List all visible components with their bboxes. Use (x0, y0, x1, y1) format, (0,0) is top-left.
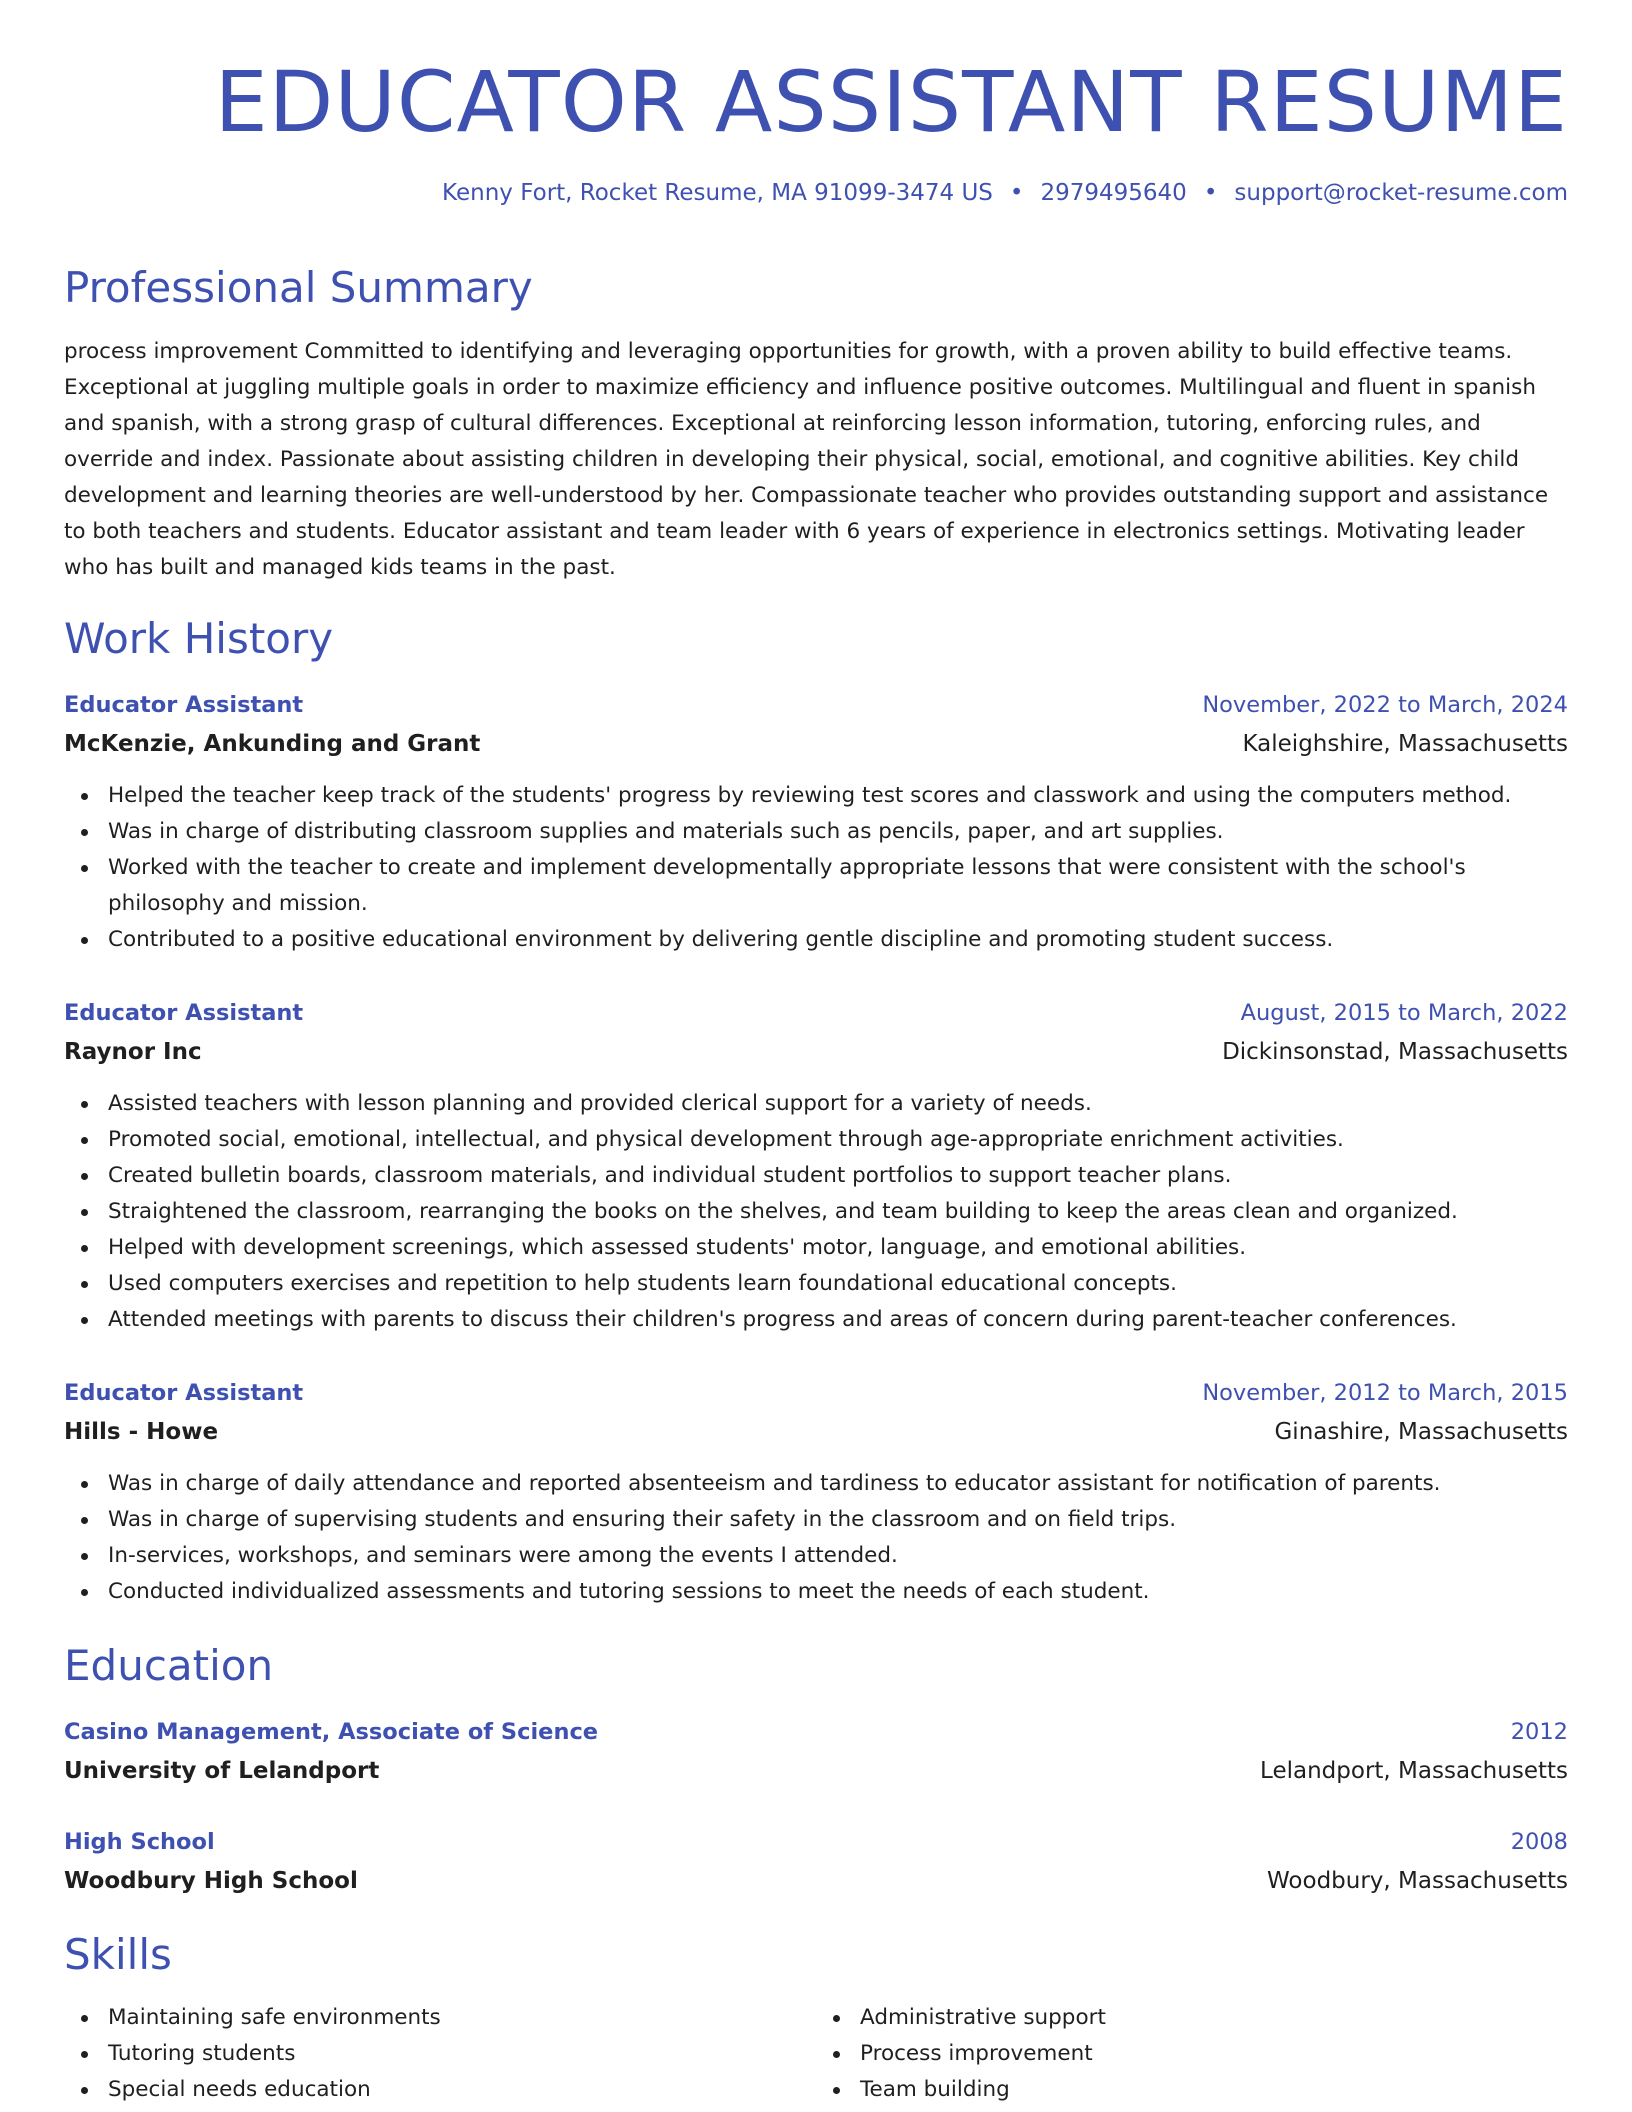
resume-title: EDUCATOR ASSISTANT RESUME (214, 53, 1568, 151)
work-history-heading: Work History (64, 614, 334, 663)
job-bullet: Used computers exercises and repetition to help students learn foundational educational concepts. (108, 1266, 1568, 1302)
education-school: Woodbury High School (64, 1868, 358, 1894)
summary-heading: Professional Summary (64, 263, 533, 312)
job-bullet: Was in charge of supervising students and ensuring their safety in the classroom and on field trips. (108, 1502, 1568, 1538)
job-bullet: Conducted individualized assessments and tutoring sessions to meet the needs of each student. (108, 1574, 1568, 1610)
skills-heading: Skills (64, 1930, 172, 1979)
education-location: Woodbury, Massachusetts (1267, 1868, 1568, 1894)
job-bullet: Was in charge of daily attendance and reported absenteeism and tardiness to educator assistant for notification of parents. (108, 1466, 1568, 1502)
job-company: Raynor Inc (64, 1039, 202, 1065)
skill-item: Special needs education (108, 2072, 816, 2108)
contact-phone[interactable]: 2979495640 (1040, 180, 1187, 206)
skill-item: Team building (860, 2072, 1568, 2108)
education-school: University of Lelandport (64, 1758, 380, 1784)
job-dates: November, 2022 to March, 2024 (1202, 692, 1568, 718)
skill-item: Tutoring students (108, 2036, 816, 2072)
education-degree: High School (64, 1829, 215, 1855)
contact-separator: • (1203, 180, 1218, 206)
job-bullets (64, 1086, 1568, 1338)
skills-column-right (816, 2000, 1568, 2108)
resume-page (64, 0, 1568, 2102)
job-bullet: Promoted social, emotional, intellectual, and physical development through age-appropriate enrichment activities. (108, 1122, 1568, 1158)
job-location: Dickinsonstad, Massachusetts (1222, 1039, 1568, 1065)
skill-item: Process improvement (860, 2036, 1568, 2072)
contact-separator: • (1009, 180, 1024, 206)
job-bullet: Helped with development screenings, which assessed students' motor, language, and emotional abilities. (108, 1230, 1568, 1266)
education-year: 2012 (1510, 1719, 1568, 1745)
job-bullet: Helped the teacher keep track of the students' progress by reviewing test scores and classwork and using the computers method. (108, 778, 1568, 814)
skills-column-left (64, 2000, 816, 2108)
work-entry (64, 686, 1568, 958)
education-entry (64, 1823, 1568, 1901)
job-bullet: Created bulletin boards, classroom materials, and individual student portfolios to support teacher plans. (108, 1158, 1568, 1194)
job-title: Educator Assistant (64, 1000, 304, 1026)
contact-address: Kenny Fort, Rocket Resume, MA 91099-3474 US (442, 180, 993, 206)
job-bullet: Attended meetings with parents to discuss their children's progress and areas of concern during parent-teacher conferences. (108, 1302, 1568, 1338)
work-entry (64, 994, 1568, 1338)
education-location: Lelandport, Massachusetts (1260, 1758, 1568, 1784)
job-title: Educator Assistant (64, 692, 304, 718)
job-dates: November, 2012 to March, 2015 (1202, 1380, 1568, 1406)
job-bullet: Worked with the teacher to create and implement developmentally appropriate lessons that were consistent with the school's philosophy and mission. (108, 850, 1568, 922)
job-bullet: Contributed to a positive educational environment by delivering gentle discipline and promoting student success. (108, 922, 1568, 958)
skills-list (64, 2000, 1568, 2108)
education-heading: Education (64, 1641, 274, 1690)
job-company: Hills - Howe (64, 1419, 219, 1445)
summary-text: process improvement Committed to identifying and leveraging opportunities for growth, with a proven ability to build effective teams. Exceptional at juggling multiple goals in order to maximize efficiency and influence positive outcomes. Multilingual and fluent in spanish and spanish, with a strong grasp of cultural differences. Exceptional at reinforcing lesson information, tutoring, enforcing rules, and override and index. Passionate about assisting children in developing their physical, social, emotional, and cognitive abilities. Key child development and learning theories are well-understood by her. Compassionate teacher who provides outstanding support and assistance to both teachers and students. Educator assistant and team leader with 6 years of experience in electronics settings. Motivating leader who has built and managed kids teams in the past. (64, 339, 1549, 580)
job-title: Educator Assistant (64, 1380, 304, 1406)
education-degree: Casino Management, Associate of Science (64, 1719, 599, 1745)
job-bullet: In-services, workshops, and seminars were among the events I attended. (108, 1538, 1568, 1574)
education-entry (64, 1713, 1568, 1791)
skill-item: Administrative support (860, 2000, 1568, 2036)
job-bullets (64, 1466, 1568, 1610)
skill-item: Maintaining safe environments (108, 2000, 816, 2036)
job-bullet: Was in charge of distributing classroom supplies and materials such as pencils, paper, and art supplies. (108, 814, 1568, 850)
job-dates: August, 2015 to March, 2022 (1240, 1000, 1568, 1026)
job-bullet: Assisted teachers with lesson planning and provided clerical support for a variety of needs. (108, 1086, 1568, 1122)
education-year: 2008 (1510, 1829, 1568, 1855)
job-location: Kaleighshire, Massachusetts (1242, 731, 1568, 757)
job-company: McKenzie, Ankunding and Grant (64, 731, 481, 757)
job-bullets (64, 778, 1568, 958)
contact-line (64, 178, 1568, 208)
job-bullet: Straightened the classroom, rearranging the books on the shelves, and team building to keep the areas clean and organized. (108, 1194, 1568, 1230)
work-entry (64, 1374, 1568, 1610)
job-location: Ginashire, Massachusetts (1274, 1419, 1568, 1445)
contact-email[interactable]: support@rocket-resume.com (1234, 180, 1568, 206)
